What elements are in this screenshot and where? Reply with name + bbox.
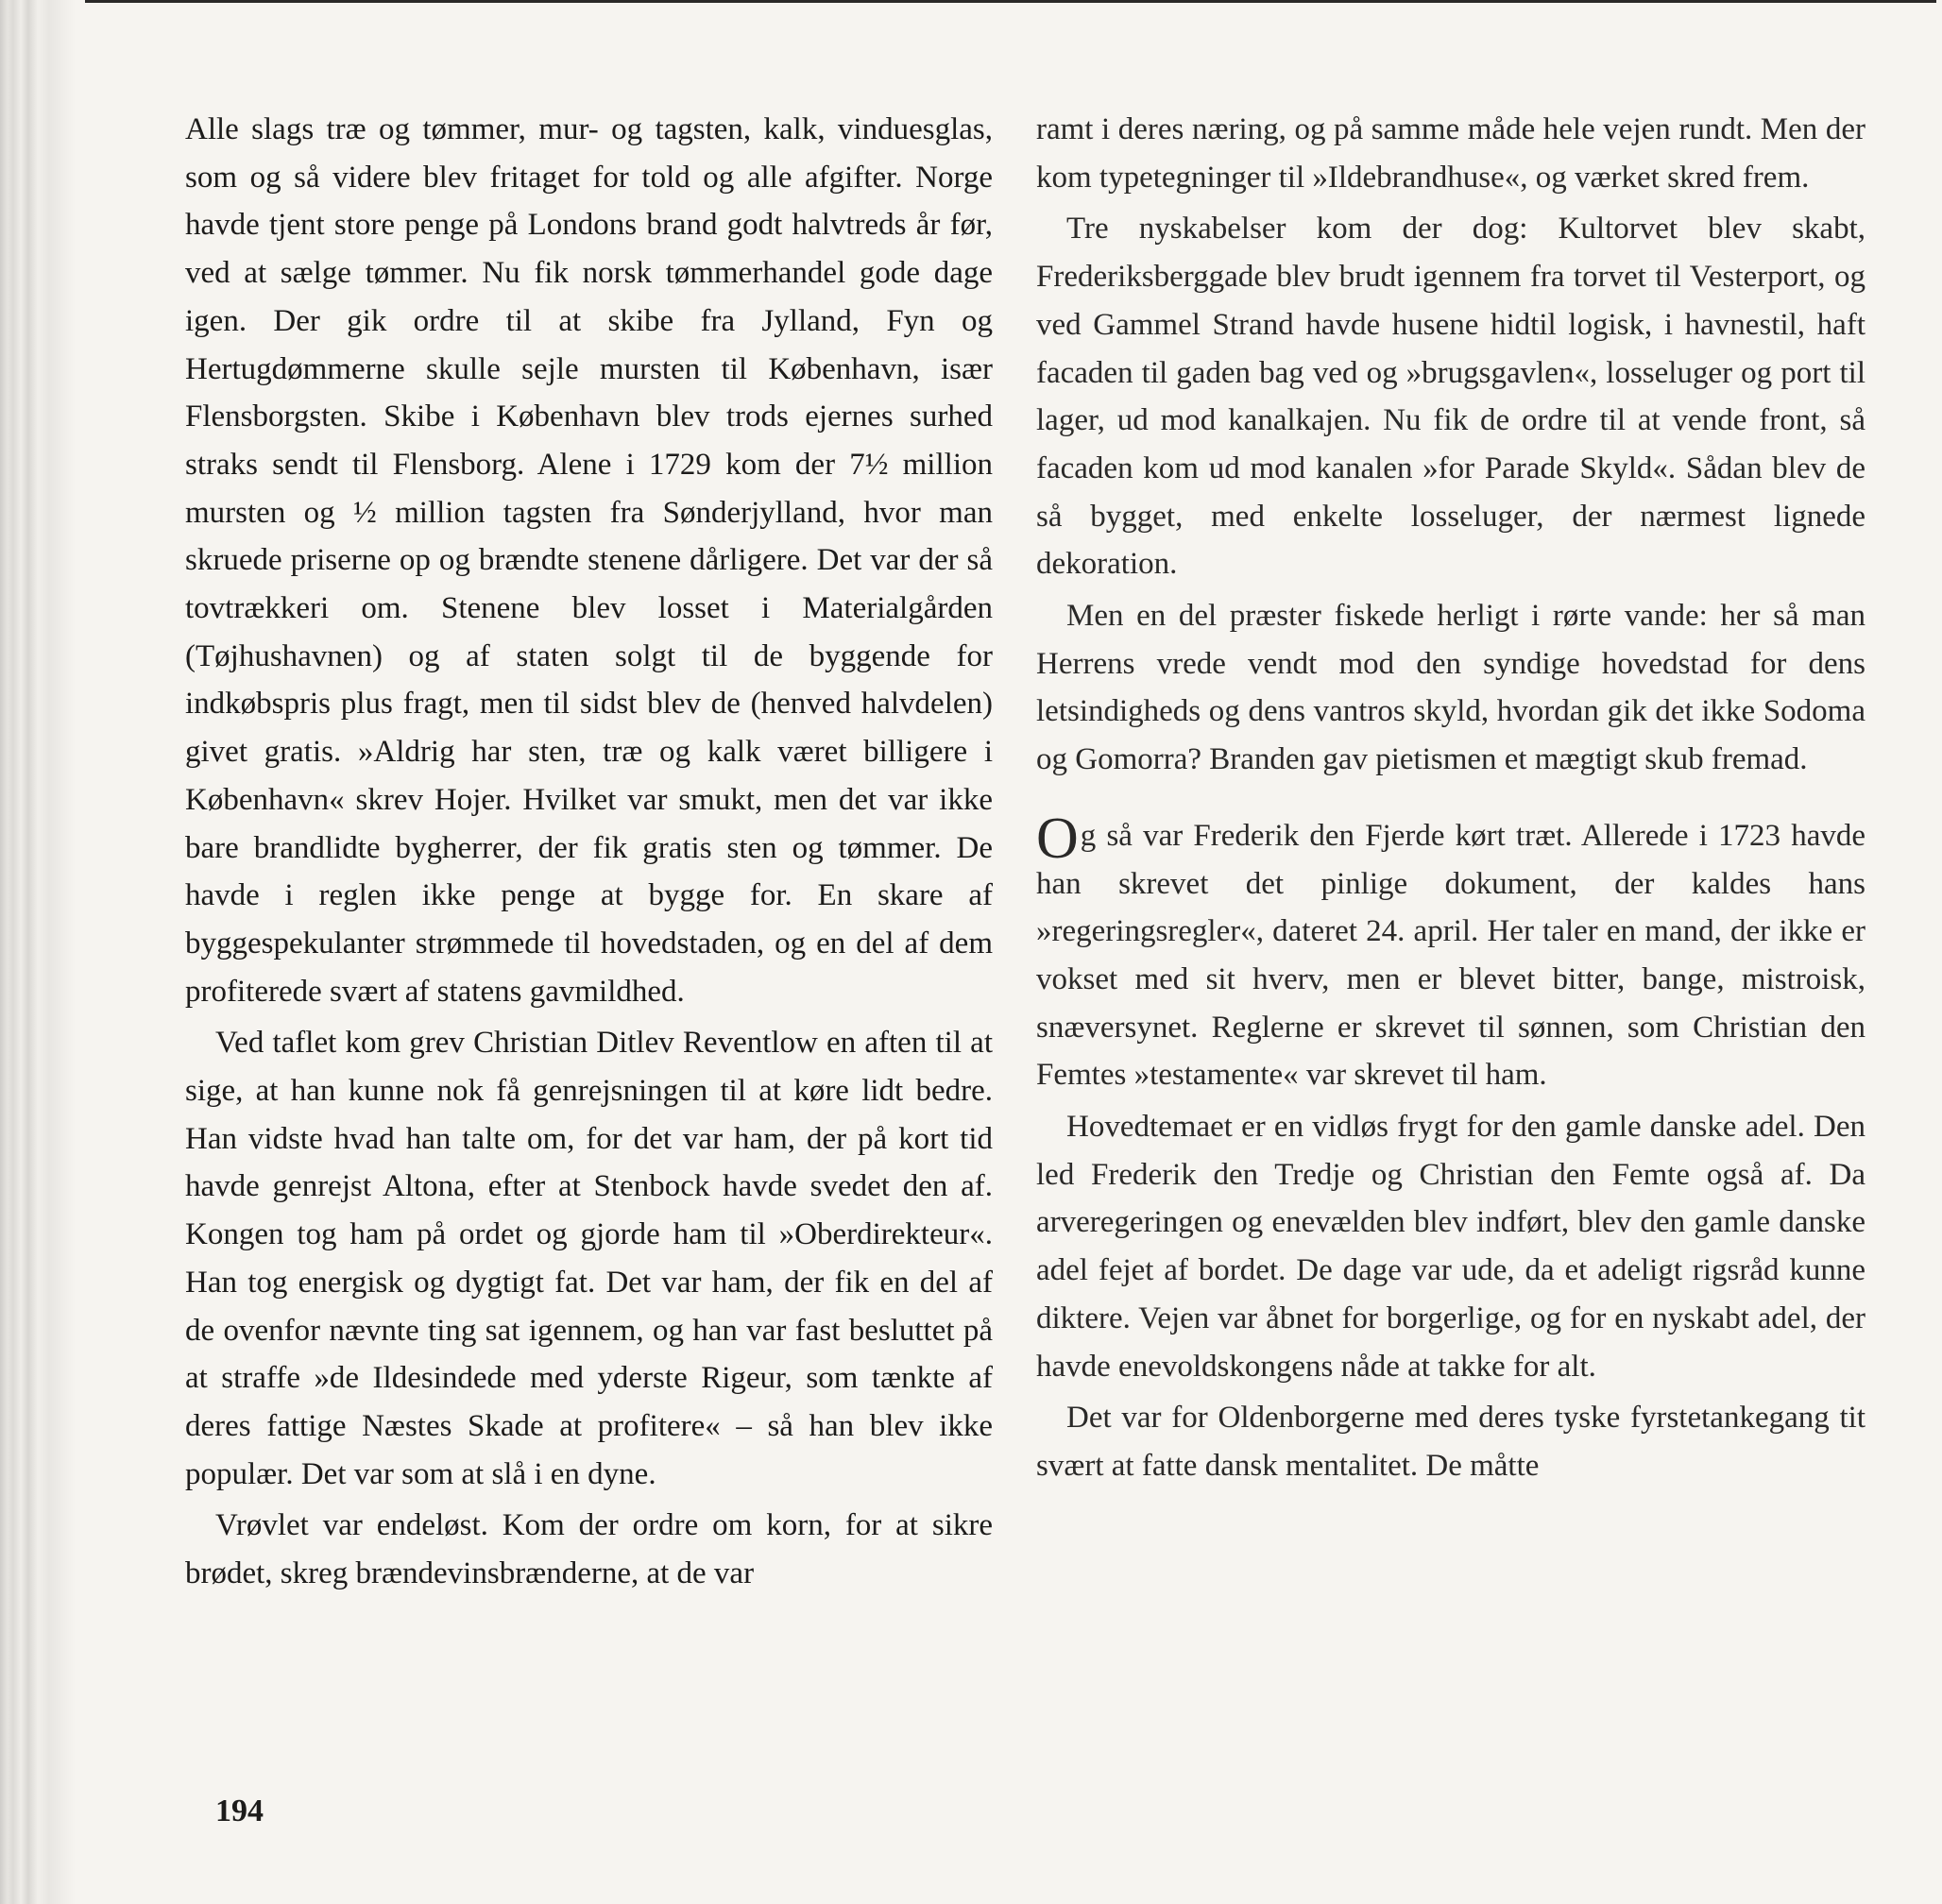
left-column (185, 106, 993, 1602)
left-paragraph-2: Ved taflet kom grev Christian Ditlev Reventlow en aften til at sige, at han kunne nok få genrejsningen til at køre lidt bedre. Han vidste hvad han talte om, for det var ham, der på kort tid havde genrejst Altona, efter at Stenbock havde svedet den af. Kongen tog ham på ordet og gjorde ham til »Oberdirekteur«. Han tog energisk og dygtigt fat. Det var ham, der fik en del af de ovenfor nævnte ting sat igennem, og han var fast besluttet på at straffe »de Ildesindede med yderste Rigeur, som tænkte af deres fattige Næstes Skade at profitere« – så han blev ikke populær. Det var som at slå i en dyne. (185, 1026, 993, 1491)
page-number: 194 (215, 1794, 264, 1828)
section-first-paragraph-text: g så var Frederik den Fjerde kørt træt. Allerede i 1723 havde han skrevet det pinlige dokument, der kaldes hans »regeringsregler«, dateret 24. april. Her taler en mand, der ikke er vokset med sit hverv, men er blevet bitter, bange, mistroisk, snæversynet. Reglerne er skrevet til sønnen, som Christian den Femtes »testamente« var skrevet til ham. (1036, 818, 1865, 1093)
drop-cap: O (1036, 806, 1079, 871)
page-edge-shadow (0, 0, 76, 1904)
right-paragraph-1: ramt i deres næring, og på samme måde hele vejen rundt. Men der kom typetegninger til »Ildebrandhuse«, og værket skred frem. (1036, 112, 1865, 195)
left-paragraph-1: Alle slags træ og tømmer, mur- og tagsten, kalk, vinduesglas, som og så videre blev fritaget for told og alle afgifter. Norge havde tjent store penge på Londons brand godt halvtreds år før, ved at sælge tømmer. Nu fik norsk tømmerhandel gode dage igen. Der gik ordre til at skibe fra Jylland, Fyn og Hertugdømmerne skulle sejle mursten til København, især Flensborgsten. Skibe i København blev trods ejernes surhed straks sendt til Flensborg. Alene i 1729 kom der 7½ million mursten og ½ million tagsten fra Sønderjylland, hvor man skruede priserne op og brændte stenene dårligere. Det var der så tovtrækkeri om. Stenene blev losset i Materialgården (Tøjhushavnen) og af staten solgt til de byggende for indkøbspris plus fragt, men til sidst blev de (henved halvdelen) givet gratis. »Aldrig har sten, træ og kalk været billigere i København« skrev Hojer. Hvilket var smukt, men det var ikke bare brandlidte bygherrer, der fik gratis sten og tømmer. De havde i reglen ikke penge at bygge for. En skare af byggespekulanter strømmede til hovedstaden, og en del af dem profiterede svært af statens gavmildhed. (185, 112, 993, 1009)
right-paragraph-6: Det var for Oldenborgerne med deres tyske fyrstetankegang tit svært at fatte dansk mentalitet. De måtte (1036, 1401, 1865, 1483)
section-first-paragraph (1036, 806, 1865, 1099)
right-paragraph-2: Tre nyskabelser kom der dog: Kultorvet blev skabt, Frederiksberggade blev brudt igennem fra torvet til Vesterport, og ved Gammel Strand havde husene hidtil logisk, i havnestil, haft facaden til gaden bag ved og »brugsgavlen«, losseluger og port til lager, ud mod kanalkajen. Nu fik de ordre til at vende front, så facaden kom ud mod kanalen »for Parade Skyld«. Sådan blev de så bygget, med enkelte losseluger, der nærmest lignede dekoration. (1036, 212, 1865, 582)
right-column (1036, 106, 1865, 1494)
left-paragraph-3: Vrøvlet var endeløst. Kom der ordre om korn, for at sikre brødet, skreg brændevinsbrænderne, at de var (185, 1508, 993, 1591)
right-paragraph-5: Hovedtemaet er en vidløs frygt for den gamle danske adel. Den led Frederik den Tredje og Christian den Femte også af. Da arveregeringen og enevælden blev indført, blev den gamle danske adel fejet af bordet. De dage var ude, da et adeligt rigsråd kunne diktere. Vejen var åbnet for borgerlige, og for en nyskabt adel, der havde enevoldskongens nåde at takke for alt. (1036, 1110, 1865, 1384)
top-rule (85, 0, 1936, 3)
right-paragraph-3: Men en del præster fiskede herligt i rørte vande: her så man Herrens vrede vendt mod den syndige hovedstad for dens letsindigheds og dens vantros skyld, hvordan gik det ikke Sodoma og Gomorra? Branden gav pietismen et mægtigt skub fremad. (1036, 599, 1865, 777)
